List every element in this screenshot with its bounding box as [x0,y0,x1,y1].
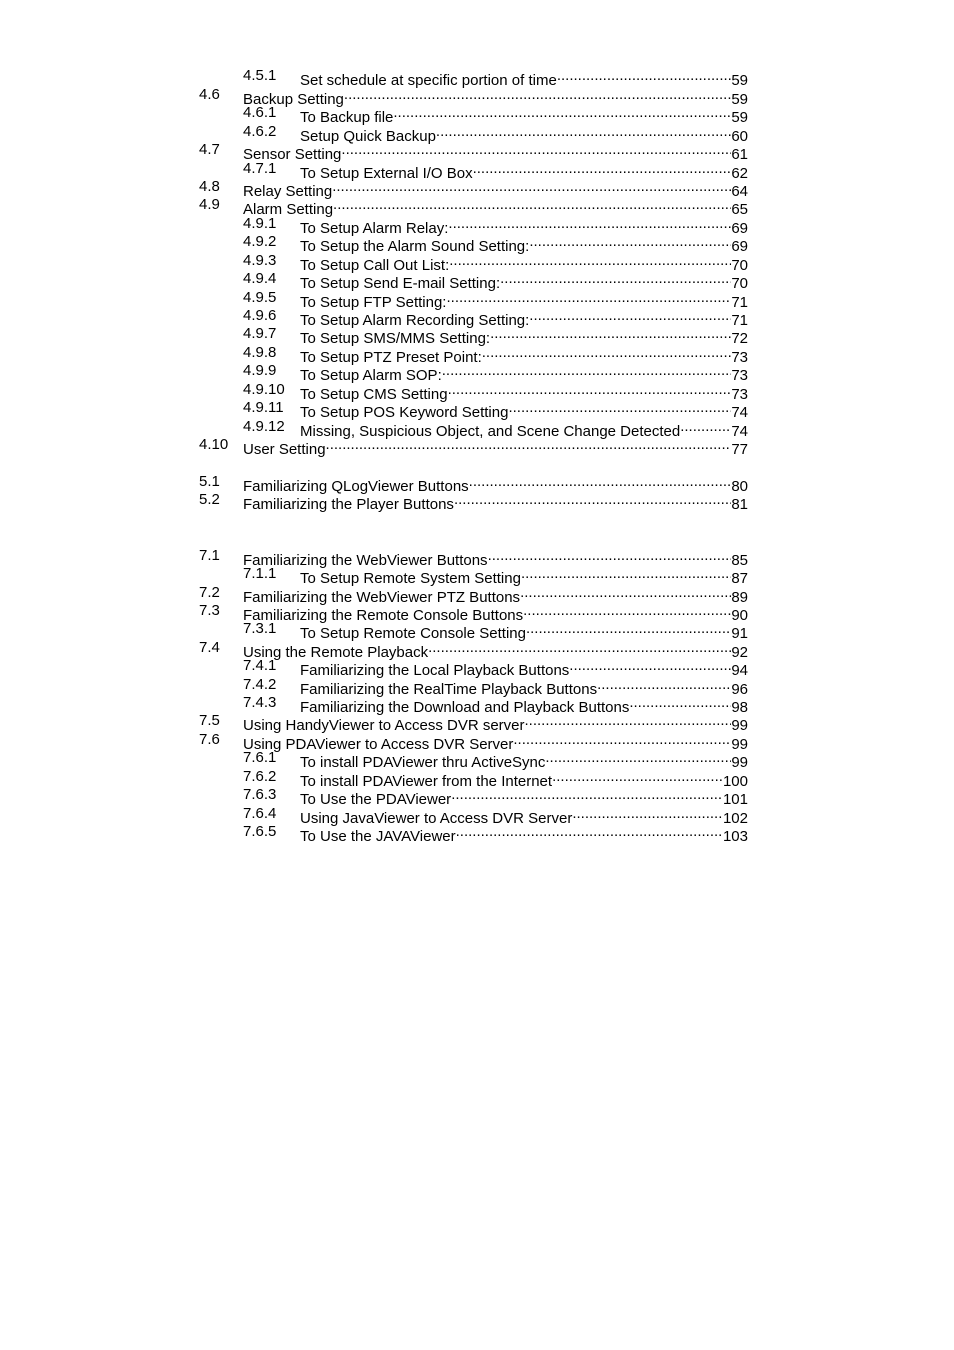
toc-section-number: 5.2 [199,491,220,508]
toc-entry[interactable] [0,436,954,458]
toc-title: Familiarizing the WebViewer Buttons [243,552,488,569]
toc-page-number: 70 [731,257,748,274]
toc-leader-dots [442,362,732,380]
toc-section-number: 7.4.2 [243,676,277,693]
toc-entry[interactable] [0,418,954,440]
toc-entry[interactable] [0,491,954,513]
toc-title: Using JavaViewer to Access DVR Server [300,810,573,827]
toc-entry[interactable] [0,344,954,366]
toc-title: To install PDAViewer from the Internet [300,773,553,790]
toc-leader-dots [680,418,731,436]
toc-page-number: 65 [731,201,748,218]
toc-entry[interactable] [0,67,954,89]
toc-entry[interactable] [0,289,954,311]
toc-leader-dots [545,749,731,767]
toc-leader-dots [500,270,731,288]
toc-entry-body [300,823,748,846]
toc-page-number: 59 [731,109,748,126]
toc-entry[interactable] [0,160,954,182]
toc-entry[interactable] [0,786,954,808]
toc-leader-dots [523,602,731,620]
toc-entry[interactable] [0,547,954,569]
toc-title: To Setup Call Out List: [300,257,450,274]
toc-section-number: 7.6 [199,731,220,748]
toc-page-number: 99 [731,754,748,771]
toc-leader-dots [529,233,731,251]
toc-section-number: 7.6.3 [243,786,277,803]
toc-section-number: 7.2 [199,584,220,601]
toc-entry[interactable] [0,749,954,771]
toc-page-number: 60 [731,128,748,145]
toc-leader-dots [552,768,723,786]
toc-section-number: 4.9.11 [243,399,284,416]
toc-entry-body [243,491,748,514]
toc-section-number: 4.9 [199,196,220,213]
toc-leader-dots [525,712,732,730]
toc-title: To Setup External I/O Box [300,165,473,182]
toc-section-number: 7.1.1 [243,565,277,582]
toc-title: To Setup Remote System Setting [300,570,521,587]
toc-entry[interactable] [0,584,954,606]
toc-section-number: 4.6.2 [243,123,277,140]
toc-leader-dots [436,123,731,141]
toc-title: Familiarizing QLogViewer Buttons [243,478,469,495]
toc-page-number: 72 [731,330,748,347]
toc-leader-dots [341,141,731,159]
toc-leader-dots [557,67,732,85]
toc-section-number: 7.4.1 [243,657,277,674]
toc-title: Setup Quick Backup [300,128,436,145]
toc-entry[interactable] [0,639,954,661]
toc-leader-dots [344,86,731,104]
toc-title: Relay Setting [243,183,333,200]
toc-section-number: 4.7 [199,141,220,158]
toc-title: Familiarizing the Local Playback Buttons [300,662,570,679]
toc-leader-dots [490,325,731,343]
toc-leader-dots [449,252,731,270]
toc-leader-dots [451,786,723,804]
toc-title: To Setup Remote Console Setting [300,625,526,642]
toc-section-number: 7.3 [199,602,220,619]
toc-entry[interactable] [0,657,954,679]
toc-section-number: 4.8 [199,178,220,195]
toc-section-number: 4.9.4 [243,270,277,287]
toc-leader-dots [473,160,732,178]
toc-page-number: 81 [731,496,748,513]
toc-title: To Use the JAVAViewer [300,828,456,845]
toc-page-number: 85 [731,552,748,569]
toc-leader-dots [456,823,723,841]
toc-title: Backup Setting [243,91,344,108]
toc-section-number: 4.9.8 [243,344,277,361]
toc-leader-dots [629,694,731,712]
toc-entry[interactable] [0,399,954,421]
toc-section-number: 4.7.1 [243,160,277,177]
toc-entry[interactable] [0,196,954,218]
toc-page-number: 92 [731,644,748,661]
toc-entry[interactable] [0,178,954,200]
toc-leader-dots [333,196,731,214]
toc-entry[interactable] [0,104,954,126]
toc-title: To Setup Alarm Relay: [300,220,449,237]
toc-title: Familiarizing the RealTime Playback Buttons [300,681,598,698]
toc-page-number: 94 [731,662,748,679]
toc-page-number: 73 [731,349,748,366]
toc-section-number: 4.5.1 [243,67,277,84]
toc-title: Using HandyViewer to Access DVR server [243,717,525,734]
toc-section-number: 7.6.2 [243,768,277,785]
toc-title: User Setting [243,441,326,458]
toc-leader-dots [513,731,731,749]
toc-leader-dots [482,344,732,362]
toc-title: Alarm Setting [243,201,334,218]
toc-entry[interactable] [0,252,954,274]
toc-entry[interactable] [0,823,954,845]
toc-page-number: 102 [722,810,748,827]
toc-page-number: 59 [731,91,748,108]
toc-leader-dots [446,289,731,307]
toc-leader-dots [448,381,732,399]
toc-section-number: 7.6.1 [243,749,277,766]
toc-page-number: 77 [731,441,748,458]
toc-page-number: 89 [731,589,748,606]
toc-leader-dots [488,547,732,565]
toc-section-number: 7.5 [199,712,220,729]
toc-leader-dots [469,473,732,491]
toc-page-number: 71 [731,312,748,329]
toc-title: To Setup Send E-mail Setting: [300,275,501,292]
toc-leader-dots [569,657,731,675]
toc-entry[interactable] [0,768,954,790]
toc-entry[interactable] [0,473,954,495]
toc-entry[interactable] [0,141,954,163]
toc-title: Using PDAViewer to Access DVR Server [243,736,514,753]
toc-title: Familiarizing the Remote Console Buttons [243,607,524,624]
toc-title: Using the Remote Playback [243,644,429,661]
toc-leader-dots [529,307,731,325]
toc-entry[interactable] [0,602,954,624]
toc-page-number: 90 [731,607,748,624]
toc-entry[interactable] [0,731,954,753]
toc-entry-body [243,436,748,459]
toc-section-number: 7.4.3 [243,694,277,711]
toc-entry[interactable] [0,676,954,698]
toc-leader-dots [326,436,732,454]
toc-section-number: 7.6.4 [243,805,277,822]
toc-leader-dots [520,584,731,602]
toc-section-number: 4.6 [199,86,220,103]
toc-leader-dots [454,491,731,509]
toc-page-number: 87 [731,570,748,587]
toc-section-number: 4.6.1 [243,104,277,121]
toc-section-number: 4.9.3 [243,252,277,269]
toc-title: To Setup POS Keyword Setting [300,404,509,421]
toc-page-number: 73 [731,367,748,384]
toc-section-number: 7.6.5 [243,823,277,840]
toc-page-number: 59 [731,72,748,89]
toc-entry[interactable] [0,325,954,347]
toc-section-number: 4.9.2 [243,233,277,250]
toc-page-number: 74 [731,423,748,440]
toc-page-number: 96 [731,681,748,698]
toc-entry[interactable] [0,233,954,255]
toc-section-number: 4.9.1 [243,215,277,232]
toc-title: To Setup FTP Setting: [300,294,447,311]
toc-section-number: 7.3.1 [243,620,277,637]
toc-title: Familiarizing the WebViewer PTZ Buttons [243,589,521,606]
toc-entry[interactable] [0,712,954,734]
toc-section-number: 4.9.5 [243,289,277,306]
toc-entry[interactable] [0,381,954,403]
toc-section-number: 4.9.10 [243,381,285,398]
toc-title: To Setup PTZ Preset Point: [300,349,482,366]
toc-leader-dots [526,620,731,638]
toc-title: To Use the PDAViewer [300,791,452,808]
toc-page-number: 69 [731,220,748,237]
toc-title: To Backup file [300,109,394,126]
toc-page-number: 64 [731,183,748,200]
toc-page-number: 99 [731,717,748,734]
toc-title: Sensor Setting [243,146,342,163]
toc-section-number: 7.4 [199,639,220,656]
toc-entry[interactable] [0,123,954,145]
toc-title: Set schedule at specific portion of time [300,72,557,89]
toc-page-number: 100 [722,773,748,790]
toc-leader-dots [332,178,731,196]
toc-page-number: 98 [731,699,748,716]
toc-section-number: 4.9.12 [243,418,285,435]
toc-leader-dots [448,215,731,233]
toc-leader-dots [597,676,731,694]
toc-title: To Setup Alarm SOP: [300,367,442,384]
toc-leader-dots [428,639,731,657]
toc-page-number: 69 [731,238,748,255]
toc-entry[interactable] [0,805,954,827]
toc-section-number: 4.9.7 [243,325,277,342]
toc-entry[interactable] [0,565,954,587]
toc-entry[interactable] [0,270,954,292]
toc-title: Missing, Suspicious Object, and Scene Change Detected [300,423,681,440]
toc-page-number: 91 [731,625,748,642]
toc-title: Familiarizing the Download and Playback Buttons [300,699,630,716]
toc-entry[interactable] [0,362,954,384]
toc-page-number: 70 [731,275,748,292]
toc-page-number: 103 [722,828,748,845]
toc-page-number: 71 [731,294,748,311]
toc-leader-dots [508,399,731,417]
toc-entry[interactable] [0,620,954,642]
toc-page-number: 99 [731,736,748,753]
toc-section-number: 4.9.9 [243,362,277,379]
toc-title: To install PDAViewer thru ActiveSync [300,754,546,771]
toc-section-number: 4.10 [199,436,229,453]
toc-section-number: 4.9.6 [243,307,277,324]
toc-leader-dots [521,565,731,583]
toc-page-number: 74 [731,404,748,421]
toc-title: To Setup Alarm Recording Setting: [300,312,530,329]
toc-section-number: 7.1 [199,547,220,564]
toc-entry[interactable] [0,694,954,716]
toc-title: Familiarizing the Player Buttons [243,496,454,513]
toc-title: To Setup the Alarm Sound Setting: [300,238,530,255]
toc-entry[interactable] [0,307,954,329]
toc-entry[interactable] [0,86,954,108]
toc-title: To Setup CMS Setting [300,386,448,403]
toc-page-number: 80 [731,478,748,495]
toc-entry[interactable] [0,215,954,237]
toc-page-number: 73 [731,386,748,403]
toc-section-number: 5.1 [199,473,220,490]
toc-page-number: 61 [731,146,748,163]
toc-page-number: 101 [722,791,748,808]
toc-leader-dots [572,805,723,823]
toc-leader-dots [393,104,731,122]
toc-page-number: 62 [731,165,748,182]
toc-title: To Setup SMS/MMS Setting: [300,330,491,347]
